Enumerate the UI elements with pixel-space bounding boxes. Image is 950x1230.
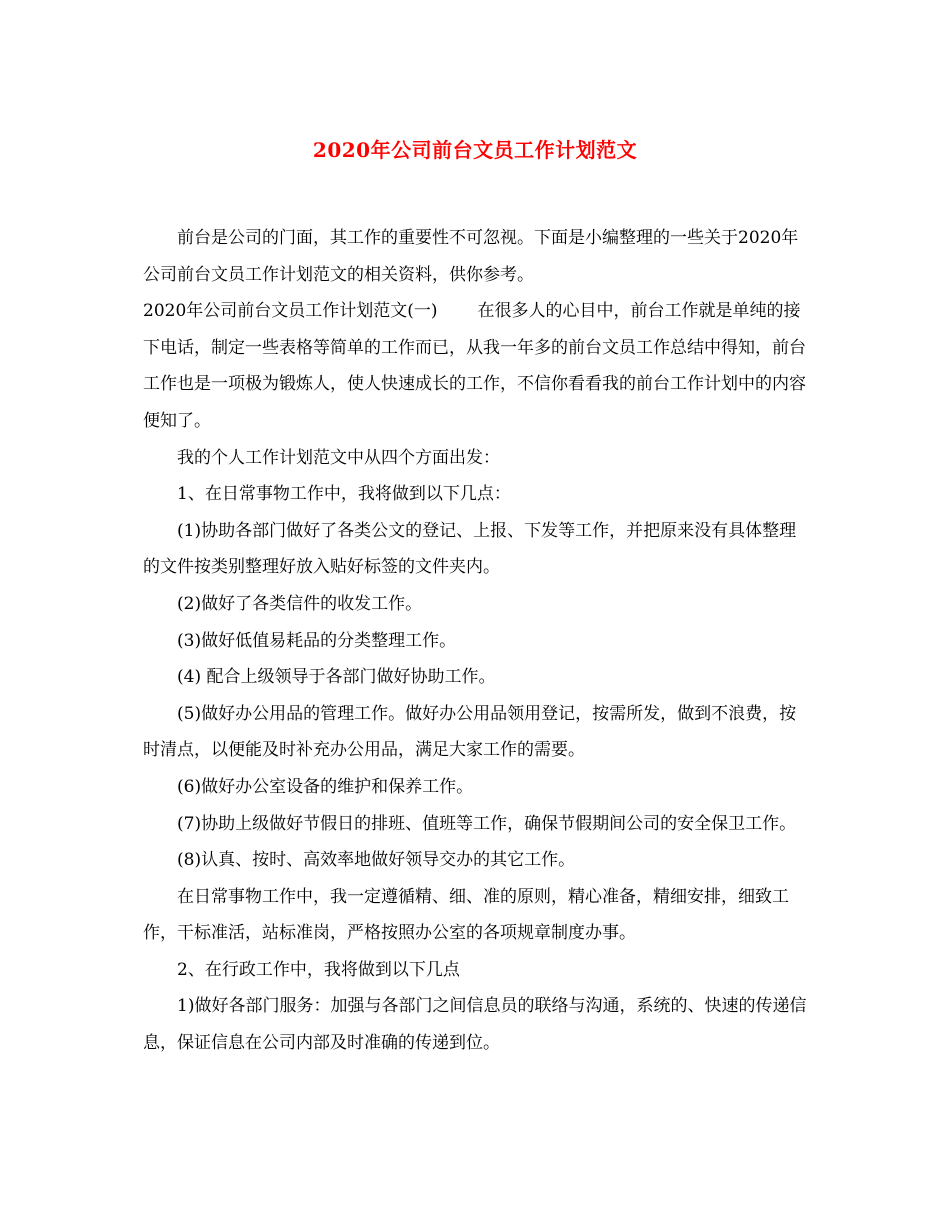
list-item-1: (1)协助各部门做好了各类公文的登记、上报、下发等工作，并把原来没有具体整理的文件按类别整理好放入贴好标签的文件夹内。 xyxy=(143,520,797,578)
list-item-3: (3)做好低值易耗品的分类整理工作。 xyxy=(177,630,457,651)
list-item-4: (4) 配合上级领导于各部门做好协助工作。 xyxy=(177,667,496,688)
document-title: 2020年公司前台文员工作计划范文 xyxy=(312,138,638,162)
section-text: 在很多人的心目中，前台工作就是单纯的接下电话，制定一些表格等简单的工作而已，从我一年多的前台文员工作总结中得知，前台工作也是一项极为锻炼人，使人快速成长的工作，不信你看看我的前台工作计划中的内容便知了。 xyxy=(143,301,806,431)
paragraph-daily-affairs: 1、在日常事物工作中，我将做到以下几点： xyxy=(177,484,511,505)
list-item-7: (7)协助上级做好节假日的排班、值班等工作，确保节假期间公司的安全保卫工作。 xyxy=(177,813,797,834)
admin-item-1: 1)做好各部门服务：加强与各部门之间信息员的联络与沟通，系统的、快速的传递信息，保证信息在公司内部及时准确的传递到位。 xyxy=(143,996,807,1054)
list-item-8: (8)认真、按时、高效率地做好领导交办的其它工作。 xyxy=(177,850,576,871)
list-item-6: (6)做好办公室设备的维护和保养工作。 xyxy=(177,776,474,797)
paragraph-admin-work: 2、在行政工作中，我将做到以下几点 xyxy=(177,959,460,980)
list-item-2: (2)做好了各类信件的收发工作。 xyxy=(177,593,423,614)
document-body xyxy=(143,220,813,1062)
paragraph-plan-overview: 我的个人工作计划范文中从四个方面出发： xyxy=(177,447,500,468)
paragraph-section-one xyxy=(143,293,813,439)
section-heading: 2020年公司前台文员工作计划范文(一) xyxy=(143,301,438,322)
paragraph-principles: 在日常事物工作中，我一定遵循精、细、准的原则，精心准备，精细安排，细致工作，干标准活，站标准岗，严格按照办公室的各项规章制度办事。 xyxy=(143,886,789,944)
list-item-5: (5)做好办公用品的管理工作。做好办公用品领用登记，按需所发，做到不浪费，按时清点，以便能及时补充办公用品，满足大家工作的需要。 xyxy=(143,703,797,761)
paragraph-intro: 前台是公司的门面，其工作的重要性不可忽视。下面是小编整理的一些关于2020年公司前台文员工作计划范文的相关资料，供你参考。 xyxy=(143,228,799,285)
